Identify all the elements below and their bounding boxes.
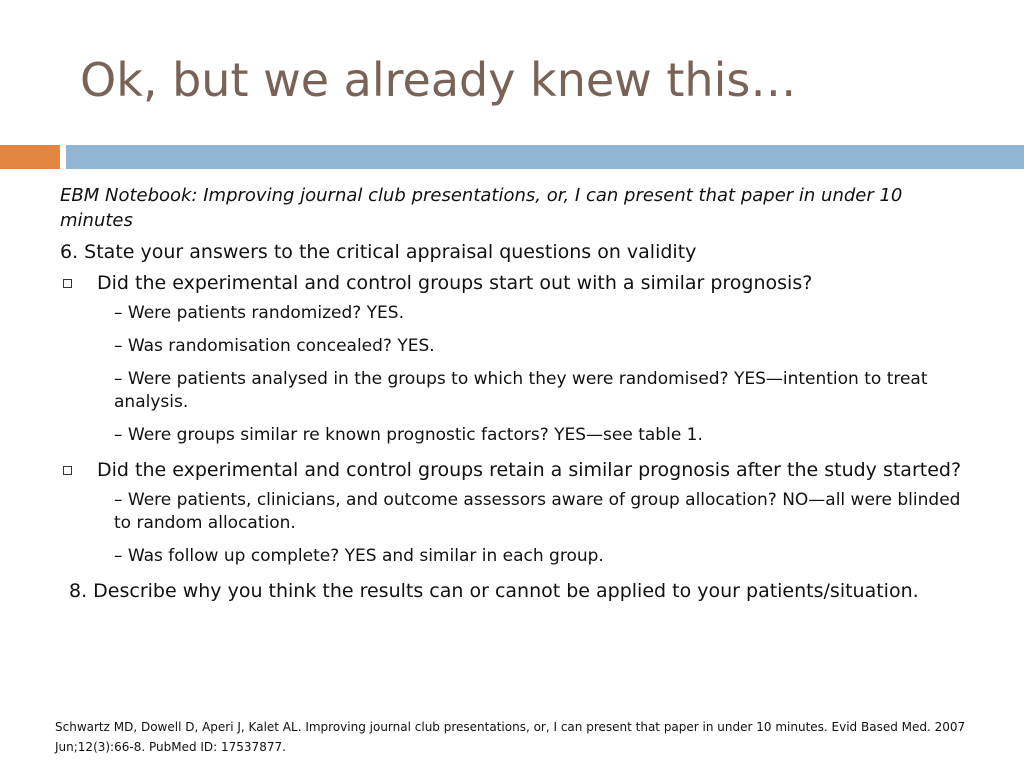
- step-8-text: 8. Describe why you think the results can or cannot be applied to your patients/situation.: [69, 580, 919, 602]
- source-line: EBM Notebook: Improving journal club presentations, or, I can present that paper in under 10 minutes: [60, 185, 903, 231]
- bullet-text: Did the experimental and control groups start out with a similar prognosis?: [97, 272, 813, 294]
- slide-content: [60, 183, 970, 605]
- sub-item-blinding: – Were patients, clinicians, and outcome assessors aware of group allocation? NO—all were blinded to random allocation.: [114, 490, 961, 533]
- bullet-text: Did the experimental and control groups retain a similar prognosis after the study started?: [97, 459, 962, 481]
- sub-item-concealed: – Was randomisation concealed? YES.: [114, 336, 435, 356]
- square-bullet-icon: [63, 466, 72, 475]
- citation-footer: Schwartz MD, Dowell D, Aperi J, Kalet AL. Improving journal club presentations, or, I can present that paper in under 10 minutes. Evid Based Med. 2007 Jun;12(3):66-8. PubMed ID: 17537877.: [55, 720, 966, 754]
- step-6-text: 6. State your answers to the critical appraisal questions on validity: [60, 241, 697, 263]
- accent-bar-blue: [66, 145, 1024, 169]
- square-bullet-icon: [63, 279, 72, 288]
- accent-bar-orange: [0, 145, 60, 169]
- sub-item-analysed: – Were patients analysed in the groups to which they were randomised? YES—intention to treat analysis.: [114, 369, 928, 412]
- bullet-prognosis-start: [60, 270, 970, 297]
- sub-item-prognostic-factors: – Were groups similar re known prognostic factors? YES—see table 1.: [114, 425, 703, 445]
- sub-item-follow-up: – Was follow up complete? YES and similar in each group.: [114, 546, 604, 566]
- bullet-prognosis-retain: [60, 457, 970, 484]
- sub-item-randomized: – Were patients randomized? YES.: [114, 303, 404, 323]
- slide-title: Ok, but we already knew this…: [80, 53, 797, 107]
